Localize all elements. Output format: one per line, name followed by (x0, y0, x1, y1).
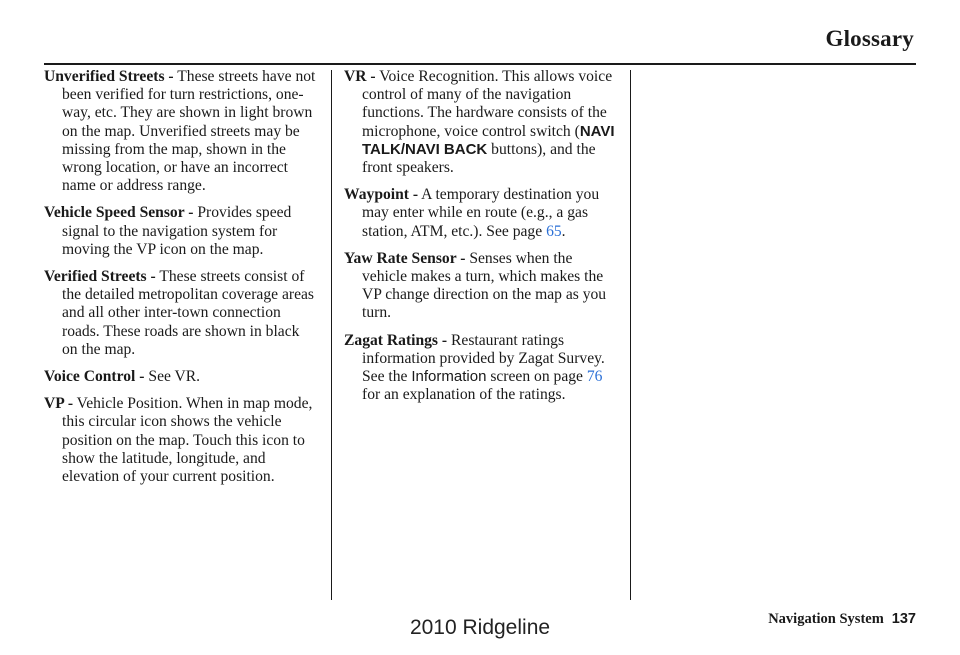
entry-vr (344, 68, 616, 177)
entry-text: These streets consist of the detailed metropolitan coverage areas and all other inter-town connection roads. These roads are shown in black on the map. (62, 268, 314, 358)
entry-text: Provides speed signal to the navigation system for moving the VP icon on the map. (62, 204, 292, 258)
entry-term: Voice Control - (44, 368, 145, 386)
entry-unverified-streets (44, 68, 316, 195)
entry-text: Voice Recognition. This allows voice control of many of the navigation functions. The hardware consists of the microphone, voice control switch ( (362, 68, 613, 140)
page-number: 137 (891, 611, 916, 627)
entry-term: Unverified Streets - (44, 68, 174, 85)
entry-text-cont: buttons), and the front speakers. (362, 140, 596, 177)
entry-waypoint (344, 186, 616, 241)
entry-text: See VR. (148, 368, 201, 386)
entry-text: A temporary destination you may enter while en route (e.g., a gas station, ATM, etc.). See page (362, 186, 600, 240)
navi-buttons-label: NAVI TALK/NAVI BACK (362, 122, 615, 158)
entry-zagat-ratings (344, 332, 616, 405)
page-link-65[interactable]: 65 (546, 222, 562, 240)
entry-vehicle-speed-sensor (44, 204, 316, 259)
entry-text-cont: screen on page (486, 368, 587, 386)
header-rule (44, 63, 916, 65)
entry-term: Vehicle Speed Sensor - (44, 204, 194, 222)
footer-label: Navigation System (768, 611, 884, 627)
entry-text: Senses when the vehicle makes a turn, which makes the VP change direction on the map as you turn. (362, 249, 607, 322)
entry-yaw-rate-sensor (344, 250, 616, 323)
watermark: 2010 Ridgeline (409, 616, 551, 639)
entry-term: VP - (44, 395, 74, 413)
column-divider-1 (331, 70, 332, 600)
entry-voice-control (44, 368, 316, 386)
entry-term: Zagat Ratings - (344, 331, 448, 349)
entry-vp (44, 395, 316, 486)
entry-text-cont: . (561, 222, 566, 240)
information-screen-label: Information (411, 368, 487, 386)
entry-term: VR - (344, 68, 376, 85)
glossary-column-left (44, 68, 316, 495)
entry-verified-streets (44, 268, 316, 359)
entry-term: Yaw Rate Sensor - (344, 249, 466, 267)
page-title: Glossary (825, 26, 914, 51)
entry-term: Waypoint - (344, 186, 419, 204)
entry-text-end: for an explanation of the ratings. (362, 386, 566, 404)
glossary-column-middle (344, 68, 616, 413)
page-link-76[interactable]: 76 (586, 368, 603, 386)
column-divider-2 (630, 70, 631, 600)
entry-text: Restaurant ratings information provided by Zagat Survey. See the (362, 331, 605, 386)
entry-text: Vehicle Position. When in map mode, this circular icon shows the vehicle position on the map. Touch this icon to show the latitude, longitude, and elevation of your current position. (62, 395, 313, 486)
entry-text: These streets have not been verified for turn restrictions, one-way, etc. They are shown in light brown on the map. Unverified streets may be missing from the map, shown in the wrong location, or have an incorrect name or address range. (62, 68, 316, 195)
entry-term: Verified Streets - (44, 268, 156, 286)
